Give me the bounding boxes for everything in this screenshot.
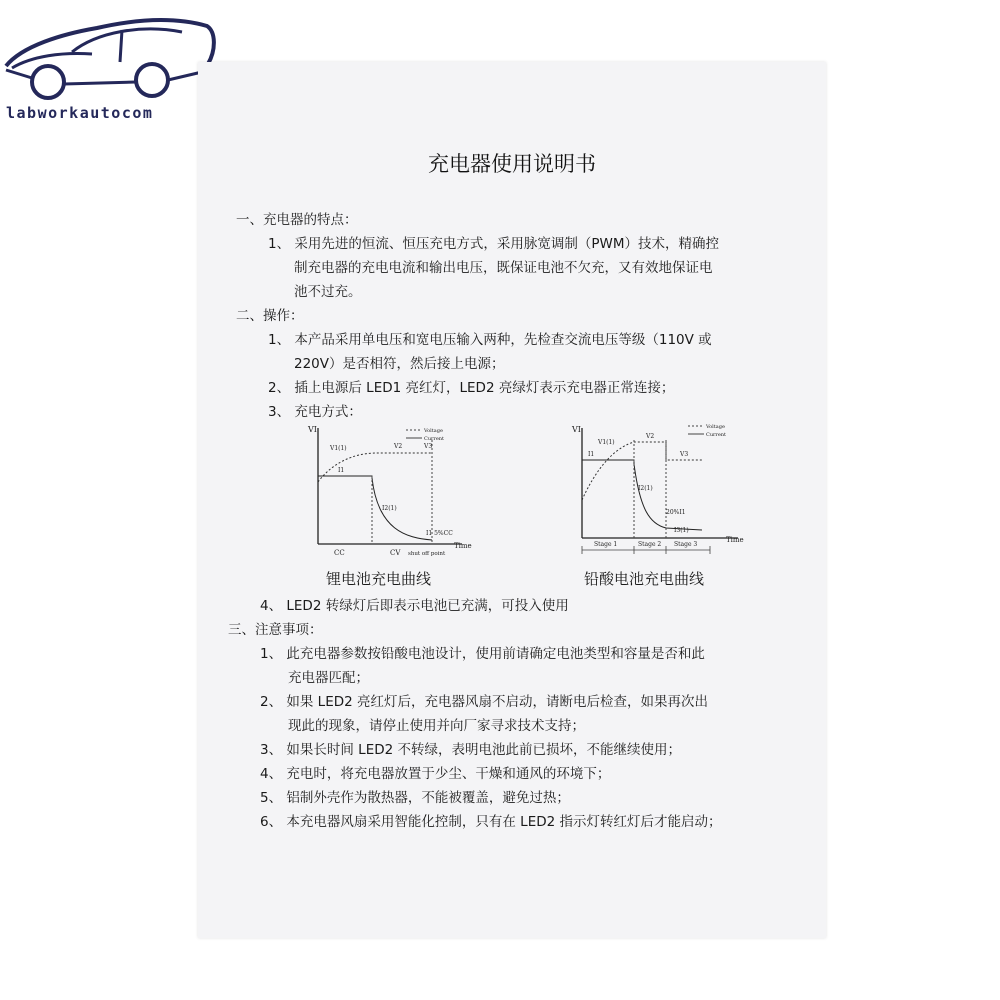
leadacid-caption: 铅酸电池充电曲线 [584, 570, 705, 588]
text-line: 现此的现象，请停止使用并向厂家寻求技术支持； [288, 718, 585, 734]
text-line: 3、 如果长时间 LED2 不转绿，表明电池此前已损坏，不能继续使用； [260, 742, 681, 758]
current-curve [582, 460, 702, 530]
legend-current: Current [706, 432, 727, 438]
label-i1: I1 [588, 451, 595, 458]
label-i2: I2(1) [382, 505, 397, 512]
label-v3: V3 [680, 451, 689, 458]
text-line: 2、 插上电源后 LED1 亮红灯，LED2 亮绿灯表示充电器正常连接； [268, 380, 675, 396]
text-line: 4、 充电时，将充电器放置于少尘、干燥和通风的环境下； [260, 766, 611, 782]
lithium-caption: 锂电池充电曲线 [326, 570, 432, 588]
car-logo-icon [2, 6, 220, 106]
axis-label-v: VI [572, 425, 581, 434]
legend-voltage: Voltage [424, 428, 443, 434]
text-line: 1、 本产品采用单电压和宽电压输入两种，先检查交流电压等级（110V 或 [268, 332, 712, 348]
text-line: 4、 LED2 转绿灯后即表示电池已充满，可投入使用 [260, 598, 569, 614]
label-pct: 20%I1 [666, 509, 686, 516]
text-line: 池不过充。 [294, 284, 362, 300]
text-line: 220V）是否相符，然后接上电源； [294, 356, 505, 372]
label-i1: I1 [338, 467, 345, 474]
label-i2: I2(1) [638, 485, 653, 492]
axis-label-t: Time [454, 542, 472, 550]
label-cv: CV [390, 549, 401, 557]
voltage-curve [318, 453, 432, 482]
label-v2: V2 [646, 433, 655, 440]
label-end: I1 5%CC [426, 530, 453, 537]
legend-current: Current [424, 436, 445, 442]
document-title: 充电器使用说明书 [428, 152, 596, 176]
text-line: 5、 铝制外壳作为散热器，不能被覆盖，避免过热； [260, 790, 570, 806]
logo-text: labworkautocom [6, 104, 154, 122]
axis-label-v: VI [308, 425, 317, 434]
section-heading: 二、操作： [236, 308, 304, 324]
text-line: 1、 采用先进的恒流、恒压充电方式，采用脉宽调制（PWM）技术，精确控 [268, 236, 720, 252]
text-line: 1、 此充电器参数按铅酸电池设计，使用前请确定电池类型和容量是否和此 [260, 646, 705, 662]
text-line: 3、 充电方式： [268, 404, 362, 420]
text-line: 充电器匹配； [288, 670, 369, 686]
instruction-sheet [198, 62, 826, 938]
lithium-charge-chart [306, 420, 486, 566]
text-line: 6、 本充电器风扇采用智能化控制，只有在 LED2 指示灯转红灯后才能启动； [260, 814, 722, 830]
text-line: 制充电器的充电电流和输出电压，既保证电池不欠充，又有效地保证电 [294, 260, 713, 276]
section-heading: 三、注意事项： [228, 622, 323, 638]
label-stage2: Stage 2 [638, 541, 662, 548]
text-line: 2、 如果 LED2 亮红灯后，充电器风扇不启动，请断电后检查，如果再次出 [260, 694, 708, 710]
current-curve [318, 476, 432, 540]
axis-label-t: Time [726, 536, 744, 544]
section-heading: 一、充电器的特点： [236, 212, 358, 228]
label-stage3: Stage 3 [674, 541, 698, 548]
label-v1: V1(1) [598, 439, 615, 446]
label-cc: CC [334, 549, 345, 557]
label-stage1: Stage 1 [594, 541, 618, 548]
label-v2: V2 [394, 443, 403, 450]
label-v1: V1(1) [330, 445, 347, 452]
legend-voltage: Voltage [706, 424, 725, 430]
label-shutoff: shut off point [408, 551, 446, 557]
label-i3: I3(1) [674, 527, 689, 534]
label-v3: V3 [424, 443, 433, 450]
brand-logo [0, 0, 220, 130]
leadacid-charge-chart [570, 420, 760, 566]
